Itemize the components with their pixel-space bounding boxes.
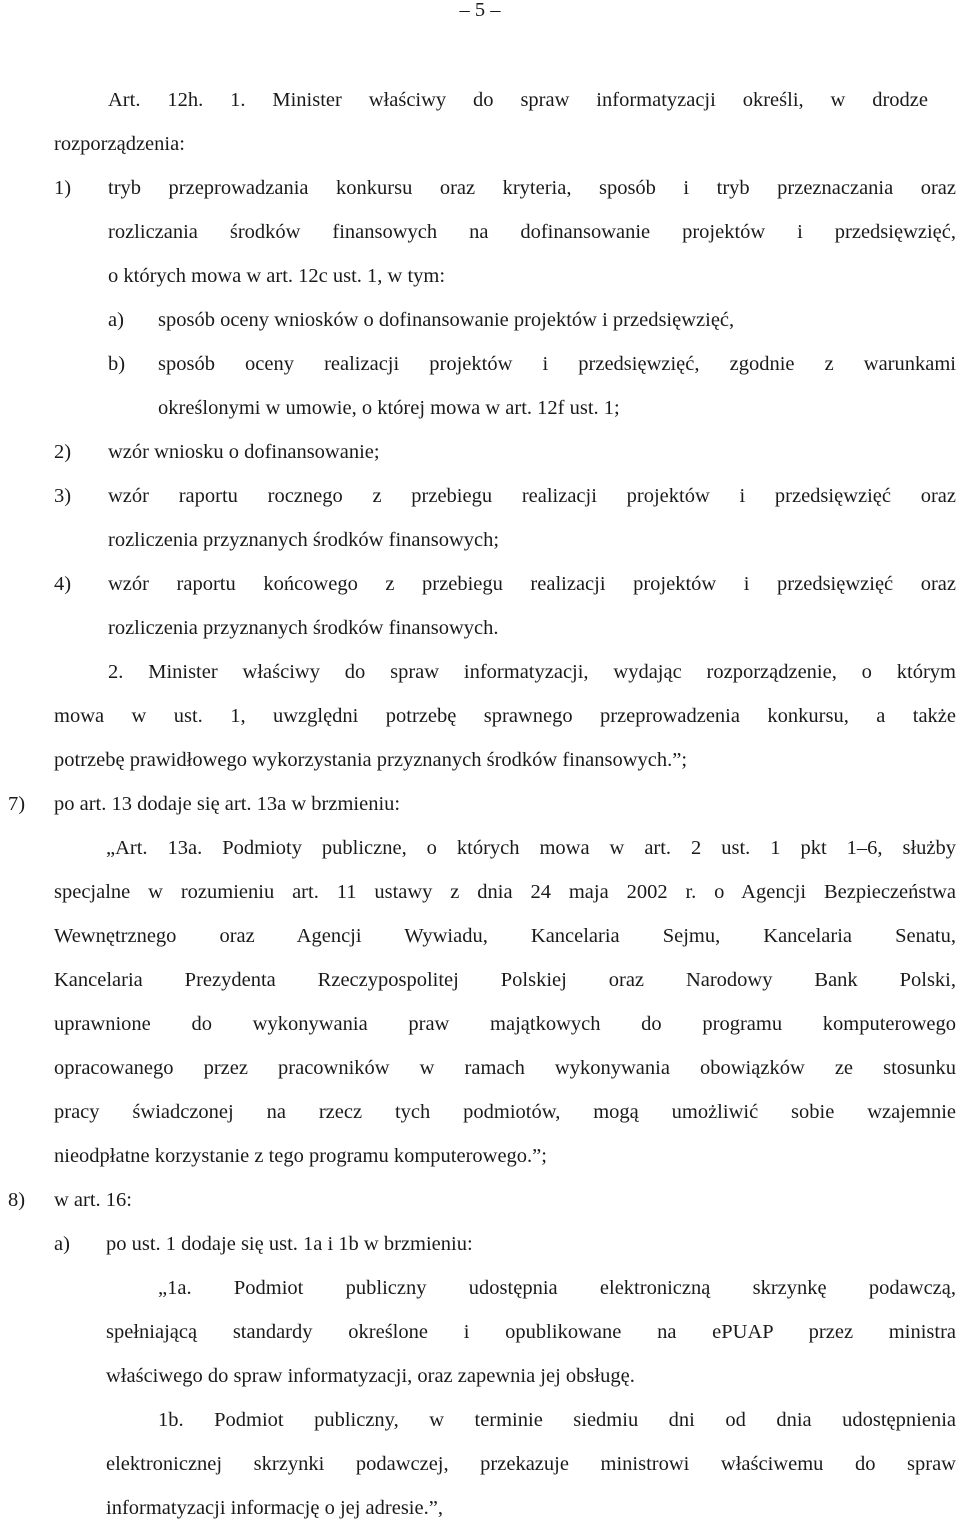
text-line: w art. 16: [54, 1189, 132, 1211]
text-line: rozporządzenia: [54, 133, 185, 155]
text-line: sposób oceny wniosków o dofinansowanie projektów i przedsięwzięć, [158, 309, 735, 331]
text-line: tryb przeprowadzania konkursu oraz kryteria, sposób i tryb przeznaczania oraz [108, 177, 956, 199]
list-item [0, 474, 960, 562]
list-marker: a) [108, 309, 124, 331]
text-line: elektronicznej skrzynki podawczej, przekazuje ministrowi właściwemu do spraw [106, 1453, 956, 1475]
text-line: specjalne w rozumieniu art. 11 ustawy z dnia 24 maja 2002 r. o Agencji Bezpieczeństwa [54, 881, 956, 903]
text-line: spełniającą standardy określone i opublikowane na ePUAP przez ministra [106, 1321, 956, 1343]
list-marker: 2) [54, 441, 72, 463]
art-12h-paragraph-2 [0, 650, 960, 782]
text-line: o których mowa w art. 12c ust. 1, w tym: [108, 265, 446, 287]
text-line: wzór wniosku o dofinansowanie; [108, 441, 380, 463]
text-line: po ust. 1 dodaje się ust. 1a i 1b w brzmieniu: [106, 1233, 473, 1255]
list-marker: 4) [54, 573, 72, 595]
art-12h-heading [0, 78, 960, 166]
text-line: Kancelaria Prezydenta Rzeczypospolitej Polskiej oraz Narodowy Bank Polski, [54, 969, 956, 991]
text-line: wzór raportu rocznego z przebiegu realizacji projektów i przedsięwzięć oraz [108, 485, 956, 507]
list-marker: 1) [54, 177, 72, 199]
sub-list-item [54, 342, 960, 430]
text-line: Art. 12h. 1. Minister właściwy do spraw informatyzacji określi, w drodze [108, 89, 928, 111]
text-line: pracy świadczonej na rzecz tych podmiotów, mogą umożliwić sobie wzajemnie [54, 1101, 956, 1123]
list-item [0, 166, 960, 430]
list-marker: b) [108, 353, 126, 375]
point-7 [0, 782, 960, 1178]
text-line: opracowanego przez pracowników w ramach wykonywania obowiązków ze stosunku [54, 1057, 956, 1079]
text-line: rozliczania środków finansowych na dofinansowanie projektów i przedsięwzięć, [108, 221, 956, 243]
point-8 [0, 1178, 960, 1530]
text-line: potrzebę prawidłowego wykorzystania przyznanych środków finansowych.”; [54, 749, 688, 771]
text-line: właściwego do spraw informatyzacji, oraz zapewnia jej obsługę. [106, 1365, 635, 1387]
text-line: „1a. Podmiot publiczny udostępnia elektroniczną skrzynkę podawczą, [158, 1277, 956, 1299]
text-line: rozliczenia przyznanych środków finansowych. [108, 617, 499, 639]
text-line: informatyzacji informację o jej adresie.”, [106, 1497, 443, 1519]
text-line: po art. 13 dodaje się art. 13a w brzmieniu: [54, 793, 401, 815]
text-line: nieodpłatne korzystanie z tego programu komputerowego.”; [54, 1145, 547, 1167]
text-line: rozliczenia przyznanych środków finansowych; [108, 529, 500, 551]
page-number: – 5 – [459, 0, 501, 21]
text-line: „Art. 13a. Podmioty publiczne, o których mowa w art. 2 ust. 1 pkt 1–6, służby [106, 837, 956, 859]
text-line: uprawnione do wykonywania praw majątkowych do programu komputerowego [54, 1013, 956, 1035]
list-item [0, 562, 960, 650]
text-line: mowa w ust. 1, uwzględni potrzebę sprawnego przeprowadzenia konkursu, a także [54, 705, 956, 727]
list-marker: a) [54, 1233, 70, 1255]
point-8-sub-a [0, 1222, 960, 1530]
text-line: określonymi w umowie, o której mowa w art. 12f ust. 1; [158, 397, 620, 419]
list-marker: 8) [8, 1189, 26, 1211]
list-marker: 3) [54, 485, 72, 507]
sub-list-item [54, 298, 960, 342]
text-line: 2. Minister właściwy do spraw informatyzacji, wydając rozporządzenie, o którym [108, 661, 956, 683]
text-line: sposób oceny realizacji projektów i przedsięwzięć, zgodnie z warunkami [158, 353, 956, 375]
list-marker: 7) [8, 793, 26, 815]
list-item [0, 430, 960, 474]
text-line: Wewnętrznego oraz Agencji Wywiadu, Kancelaria Sejmu, Kancelaria Senatu, [54, 925, 956, 947]
text-line: 1b. Podmiot publiczny, w terminie siedmiu dni od dnia udostępnienia [158, 1409, 956, 1431]
text-line: wzór raportu końcowego z przebiegu realizacji projektów i przedsięwzięć oraz [108, 573, 956, 595]
document-body [0, 78, 960, 1530]
